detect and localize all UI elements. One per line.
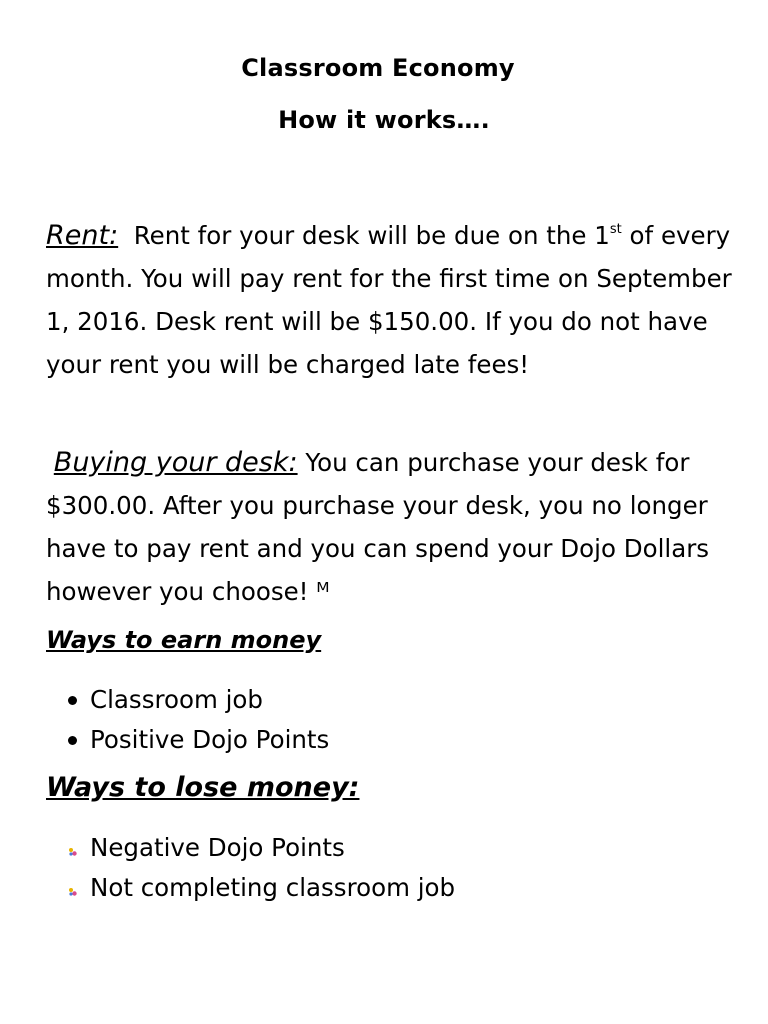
bullet-dot-icon: [68, 736, 77, 745]
list-item: [66, 680, 329, 720]
earn-money-heading: Ways to earn money: [46, 626, 322, 654]
rent-label: Rent:: [46, 220, 119, 251]
star-bullet-icon: [68, 847, 78, 857]
rent-text-rest: of every month. You will pay rent for the first time on September 1, 2016. Desk rent will be $150.00. If you do not have your rent you will be charged late fees!: [46, 221, 732, 379]
earn-item-label: Positive Dojo Points: [90, 725, 330, 754]
rent-paragraph: [46, 214, 736, 386]
lose-money-heading: Ways to lose money:: [46, 772, 360, 803]
rent-text-start: Rent for your desk will be due on the 1: [133, 221, 610, 250]
star-bullet-icon: [68, 887, 78, 897]
buying-desk-label: Buying your desk:: [53, 447, 298, 478]
earn-item-label: Classroom job: [90, 685, 263, 714]
buying-desk-paragraph: [46, 441, 736, 613]
earn-money-list: [66, 680, 329, 760]
lose-item-label: Not completing classroom job: [90, 873, 456, 902]
lose-item-label: Negative Dojo Points: [90, 833, 345, 862]
document-subtitle: How it works….: [278, 106, 490, 134]
lose-money-list: [66, 828, 455, 908]
bullet-dot-icon: [68, 696, 77, 705]
list-item: [66, 720, 329, 760]
buying-desk-text: You can purchase your desk for $300.00. After you purchase your desk, you no longer have to pay rent and you can spend your Dojo Dollars however you choose! ᴹ: [46, 448, 710, 606]
list-item: [66, 868, 455, 908]
list-item: [66, 828, 455, 868]
rent-ordinal-superscript: st: [609, 222, 622, 237]
document-title: Classroom Economy: [241, 54, 515, 82]
